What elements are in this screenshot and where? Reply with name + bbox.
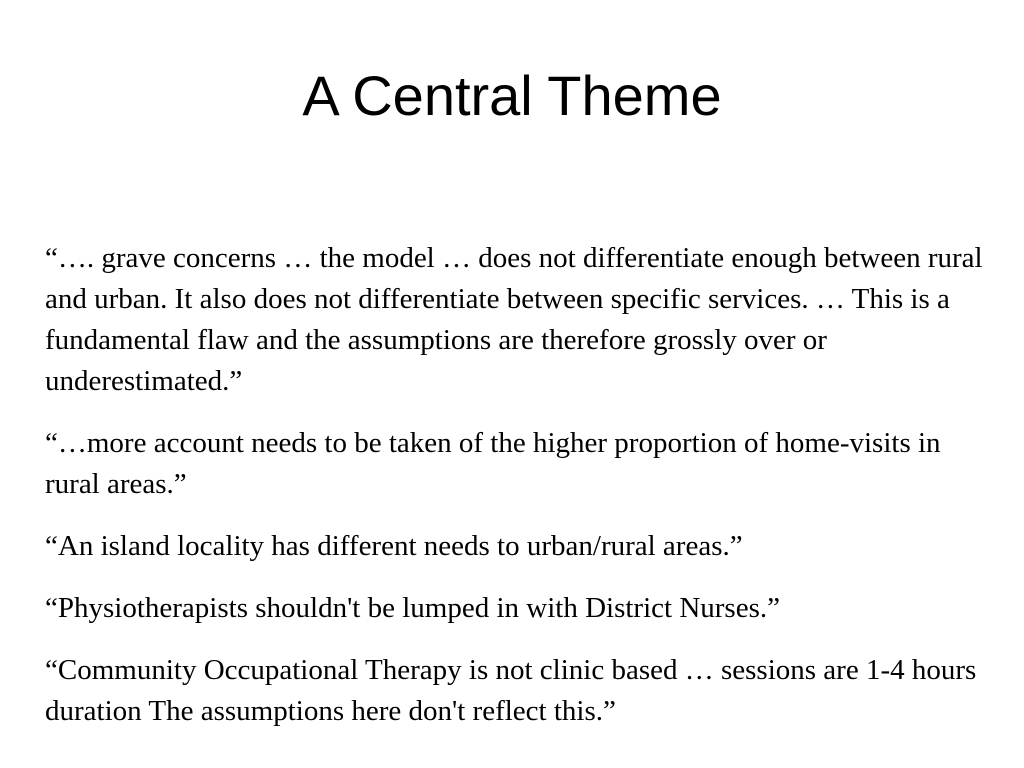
quote-occupational-therapy: “Community Occupational Therapy is not clinic based … sessions are 1-4 hours duration The assumptions here don't reflect this.” <box>45 654 977 727</box>
slide-title: A Central Theme <box>302 64 722 127</box>
quote-rural-urban-model: “…. grave concerns … the model … does not differentiate enough between rural and urban. It also does not differentiate between specific services. … This is a fundamental flaw and the assumptions are therefore grossly over or underestimated.” <box>45 242 983 397</box>
quote-physiotherapists: “Physiotherapists shouldn't be lumped in with District Nurses.” <box>45 592 780 624</box>
quote-list <box>45 238 995 753</box>
quote-home-visits: “…more account needs to be taken of the higher proportion of home-visits in rural areas.” <box>45 427 941 500</box>
quote-island-locality: “An island locality has different needs to urban/rural areas.” <box>45 530 743 562</box>
